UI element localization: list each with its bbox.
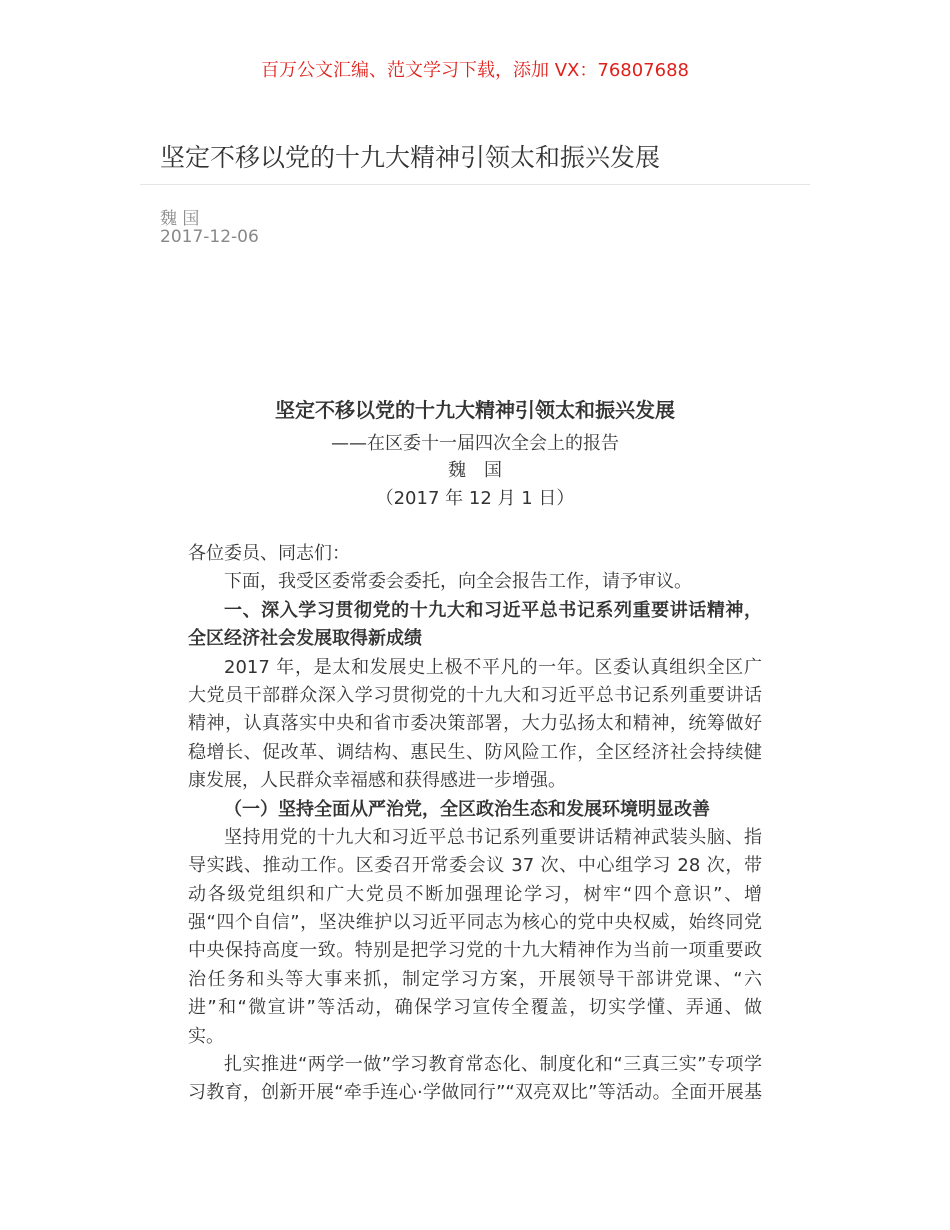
doc-date: （2017 年 12 月 1 日） xyxy=(375,488,575,509)
author: 魏 国 xyxy=(160,209,200,229)
document-body xyxy=(188,540,762,1108)
page-title: 坚定不移以党的十九大精神引领太和振兴发展 xyxy=(160,143,661,172)
body-line: 中央保持高度一致。特别是把学习党的十九大精神作为当前一项重要政 xyxy=(188,940,762,962)
body-line: 康发展，人民群众幸福感和获得感进一步增强。 xyxy=(188,770,566,792)
download-banner: 百万公文汇编、范文学习下载，添加 VX：76807688 xyxy=(261,60,689,81)
body-line: 治任务和头等大事来抓，制定学习方案，开展领导干部讲党课、“六 xyxy=(188,968,762,990)
body-line: 各位委员、同志们： xyxy=(188,543,350,564)
body-line: 坚持用党的十九大和习近平总书记系列重要讲话精神武装头脑、指 xyxy=(224,826,762,848)
body-line: 扎实推进“两学一做”学习教育常态化、制度化和“三真三实”专项学 xyxy=(224,1054,762,1076)
doc-subtitle: ——在区委十一届四次全会上的报告 xyxy=(331,433,619,454)
body-line: 导实践、推动工作。区委召开常委会议 37 次、中心组学习 28 次，带 xyxy=(188,855,762,877)
body-line: 大党员干部群众深入学习贯彻党的十九大和习近平总书记系列重要讲话 xyxy=(188,684,762,706)
body-line: 习教育，创新开展“牵手连心·学做同行”“双亮双比”等活动。全面开展基 xyxy=(188,1082,762,1104)
body-line: 下面，我受区委常委会委托，向全会报告工作，请予审议。 xyxy=(224,571,692,593)
body-line: 精神，认真落实中央和省市委决策部署，大力弘扬太和精神，统筹做好 xyxy=(188,713,762,735)
body-line: 实。 xyxy=(188,1025,224,1047)
doc-title: 坚定不移以党的十九大精神引领太和振兴发展 xyxy=(275,398,675,422)
body-line: 进”和“微宣讲”等活动，确保学习宣传全覆盖，切实学懂、弄通、做 xyxy=(188,997,762,1019)
body-line: 强“四个自信”，坚决维护以习近平同志为核心的党中央权威，始终同党 xyxy=(188,912,762,934)
body-line: 2017 年，是太和发展史上极不平凡的一年。区委认真组织全区广 xyxy=(224,656,762,678)
body-line: 全区经济社会发展取得新成绩 xyxy=(188,628,422,650)
body-line: 一、深入学习贯彻党的十九大和习近平总书记系列重要讲话精神， xyxy=(224,599,762,621)
body-line: （一）坚持全面从严治党，全区政治生态和发展环境明显改善 xyxy=(224,798,710,820)
divider xyxy=(140,184,810,185)
body-line: 稳增长、促改革、调结构、惠民生、防风险工作，全区经济社会持续健 xyxy=(188,741,762,763)
body-line: 动各级党组织和广大党员不断加强理论学习，树牢“四个意识”、增 xyxy=(188,883,762,905)
publish-date: 2017-12-06 xyxy=(160,227,259,247)
doc-author: 魏 国 xyxy=(448,460,502,481)
